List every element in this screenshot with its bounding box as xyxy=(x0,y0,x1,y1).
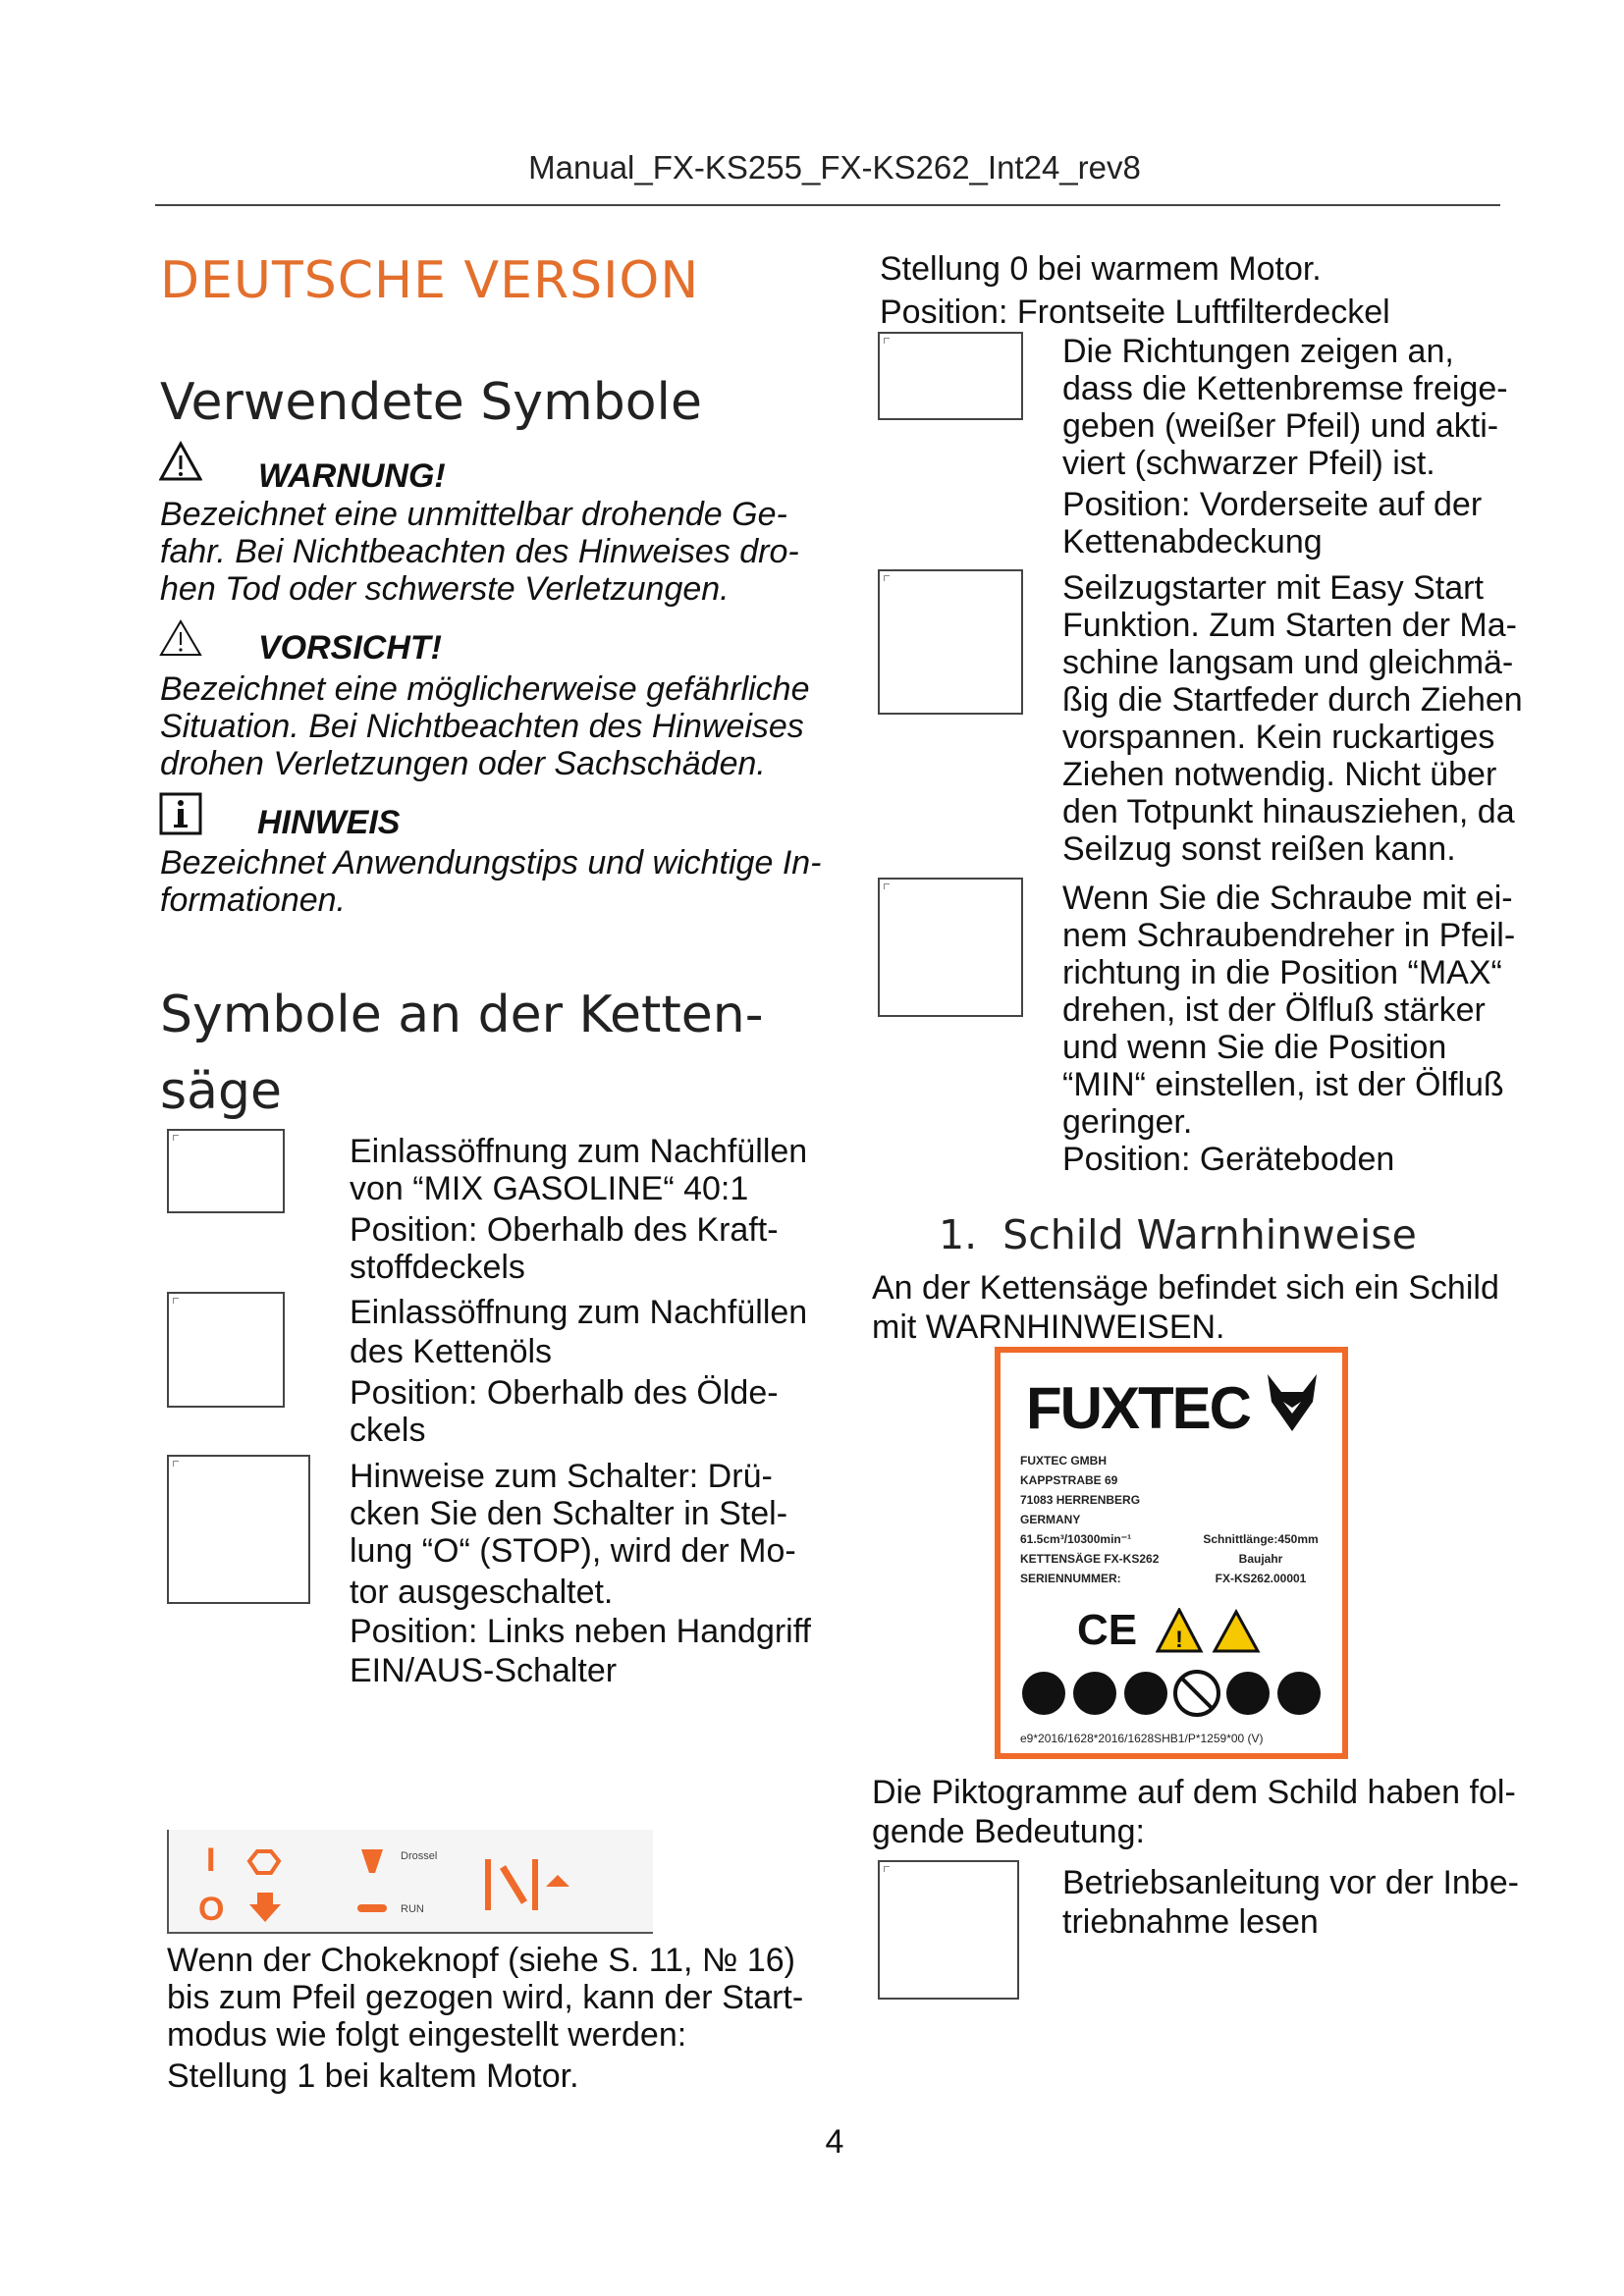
chain-brake-symbol-image xyxy=(878,332,1023,420)
page-number: 4 xyxy=(825,2123,844,2161)
document-header: Manual_FX-KS255_FX-KS262_Int24_rev8 xyxy=(528,149,1141,186)
warning-sign-heading: 1. Schild Warnhinweise xyxy=(939,1211,1417,1258)
pictogram-intro: Die Piktogramme auf dem Schild haben fol- gende Bedeutung: xyxy=(872,1774,1516,1850)
oil-flow-symbol-image xyxy=(878,878,1023,1017)
ce-mark: CE xyxy=(1077,1606,1138,1654)
starter-symbol-image xyxy=(878,569,1023,715)
symbols-heading: Verwendete Symbole xyxy=(160,373,702,432)
language-heading: DEUTSCHE VERSION xyxy=(160,251,700,310)
switch-handle-icon xyxy=(503,1867,524,1902)
switch-symbol-image xyxy=(167,1455,310,1604)
switch-arrow-icon xyxy=(546,1875,569,1887)
oil-flow-symbol-text: Wenn Sie die Schraube mit ei- nem Schraubendreher in Pfeil- richtung in die Position “MAX“ drehen, ist der Ölfluß stärker und wenn Sie die Position “MIN“ einstellen, ist der Ölfluß geringer. Position: Geräteboden xyxy=(1062,880,1516,1178)
warning-triangle-icon xyxy=(159,441,202,482)
run-icon xyxy=(357,1904,387,1912)
choke-zero-label: O xyxy=(198,1891,225,1928)
warning-text: Bezeichnet eine unmittelbar drohende Ge- fahr. Bei Nichtbeachten des Hinweises dro- hen Tod oder schwerste Verletzungen. xyxy=(160,496,799,608)
saw-symbols-heading: Symbole an der Ketten- säge xyxy=(160,986,764,1121)
eye-protection-icon xyxy=(1073,1672,1116,1715)
warning-triangles-icon xyxy=(1156,1608,1264,1655)
brand-logo: FUXTEC xyxy=(1026,1375,1250,1441)
chain-oil-symbol-image xyxy=(167,1292,285,1408)
throttle-icon xyxy=(361,1849,383,1873)
fuel-symbol-image xyxy=(167,1129,285,1213)
read-manual-symbol-text: Betriebsanleitung vor der Inbe- triebnahme lesen xyxy=(1062,1864,1519,1941)
chain-oil-symbol-text: Einlassöffnung zum Nachfüllen des Kettenöls Position: Oberhalb des Ölde- ckels xyxy=(350,1294,808,1449)
ear-protection-icon xyxy=(1022,1672,1065,1715)
manufacturer-block: FUXTEC GMBH KAPPSTRABE 69 71083 HERRENBERG GERMANY 61.5cm³/10300min⁻¹ KETTENSÄGE FX-KS262 SERIENNUMMER: xyxy=(1020,1454,1160,1585)
choke-arrow-icon xyxy=(249,1893,281,1922)
read-manual-symbol-image xyxy=(878,1860,1019,2000)
boots-icon xyxy=(1277,1672,1321,1715)
choke-text: Wenn der Chokeknopf (siehe S. 11, № 16) bis zum Pfeil gezogen wird, kann der Start- modus wie folgt eingestellt werden: Stellung 1 bei kaltem Motor. xyxy=(167,1942,804,2095)
starter-symbol-text: Seilzugstarter mit Easy Start Funktion. Zum Starten der Ma- schine langsam und gleichmä- ßig die Startfeder durch Ziehen vorspannen. Kein ruckartiges Ziehen notwendig. Nicht über den Totpunkt hinausziehen, da Seilzug sonst reißen kann. xyxy=(1062,569,1523,868)
choke-run-label: RUN xyxy=(401,1903,424,1915)
caution-text: Bezeichnet eine möglicherweise gefährliche Situation. Bei Nichtbeachten des Hinweises drohen Verletzungen oder Sachschäden. xyxy=(160,670,810,782)
specs-block: Schnittlänge:450mm Baujahr FX-KS262.00001 xyxy=(1203,1532,1319,1585)
chain-brake-symbol-text: Die Richtungen zeigen an, dass die Kettenbremse freige- geben (weißer Pfeil) und akti- viert (schwarzer Pfeil) ist. Position: Vorderseite auf der Kettenabdeckung xyxy=(1062,333,1508,561)
hint-text: Bezeichnet Anwendungstips und wichtige In- formationen. xyxy=(160,844,822,919)
choke-drossel-label: Drossel xyxy=(401,1850,438,1862)
right-top-text: Stellung 0 bei warmem Motor. Position: Frontseite Luftfilterdeckel xyxy=(880,250,1390,331)
warning-sign-intro: An der Kettensäge befindet sich ein Schild mit WARNHINWEISEN. xyxy=(872,1269,1499,1346)
manual-icon xyxy=(1124,1672,1167,1715)
caution-label: VORSICHT! xyxy=(258,629,442,667)
gloves-icon xyxy=(1226,1672,1270,1715)
approval-number: e9*2016/1628*2016/1628SHB1/P*1259*00 (V) xyxy=(1020,1732,1264,1745)
svg-text:!: ! xyxy=(1175,1627,1183,1653)
fox-logo-icon xyxy=(1264,1372,1321,1433)
info-icon xyxy=(159,792,202,835)
switch-left-bar xyxy=(485,1859,491,1910)
switch-symbol-text: Hinweise zum Schalter: Drü- cken Sie den Schalter in Stel- lung “O“ (STOP), wird der Mo- tor ausgeschaltet. Position: Links neben Handgriff EIN/AUS-Schalter xyxy=(350,1458,812,1689)
warning-label: WARNUNG! xyxy=(258,457,446,495)
safety-pictograms-row xyxy=(1020,1669,1334,1718)
fuel-symbol-text: Einlassöffnung zum Nachfüllen von “MIX GASOLINE“ 40:1 Position: Oberhalb des Kraft- stoffdeckels xyxy=(350,1133,808,1286)
choke-symbols-image xyxy=(167,1830,653,1934)
header-rule xyxy=(155,204,1500,206)
switch-right-bar xyxy=(532,1859,538,1910)
choke-valve-icon xyxy=(249,1851,279,1873)
rating-plate xyxy=(995,1347,1348,1759)
choke-one-label: I xyxy=(206,1842,216,1879)
caution-triangle-icon xyxy=(159,618,202,658)
hint-label: HINWEIS xyxy=(257,804,401,841)
